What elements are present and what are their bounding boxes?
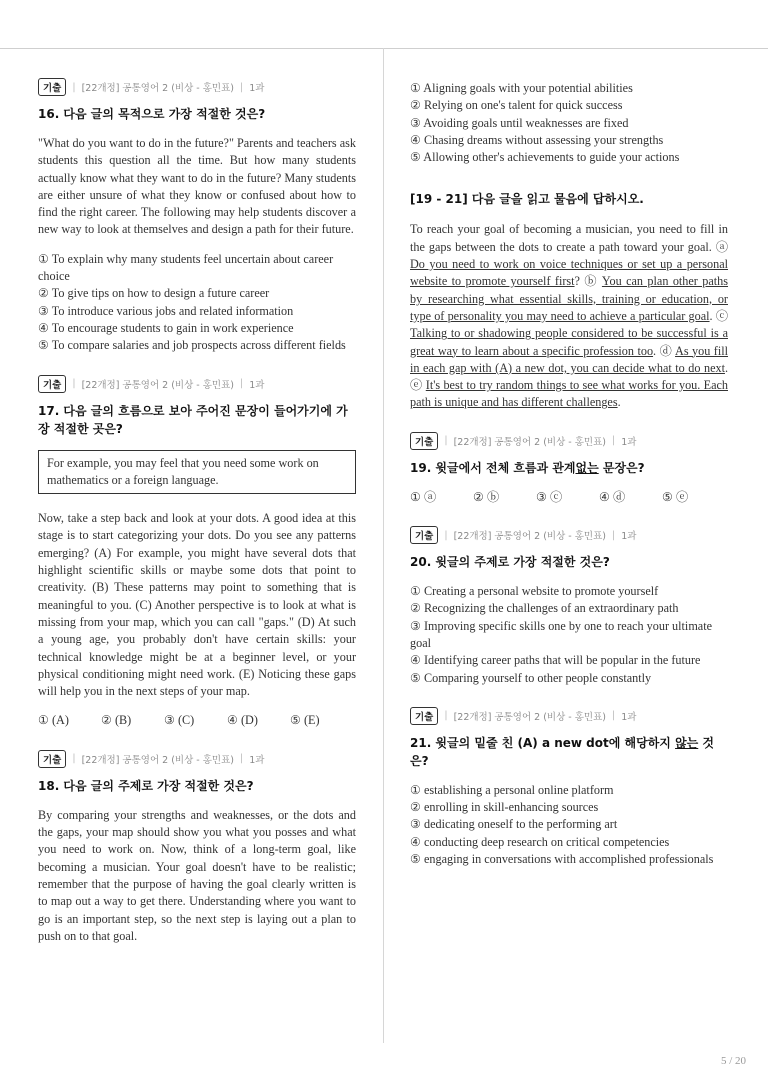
section-passage: To reach your goal of becoming a musician, you need to fill in the gaps between the dots to create a path toward your goal. ⓐ Do you need to work on voice techniques or set up a personal website to promote yourself first? ⓑ You can plan other paths by researching what essential skills, training or education, or type of personality you may need to achieve a particular goal. ⓒ Talking to or shadowing people considered to be successful is a great way to learn about a specific profession too. ⓓ As you fill in each gap with (A) a new dot, you can decide what to do next. ⓔ It's best to try random things to see what works for you. Each path is unique and has different challenges. xyxy=(410,222,729,410)
choice[interactable]: ① ⓐ xyxy=(410,489,437,504)
tag-badge: 기출 xyxy=(410,432,438,450)
tag-source: [22개정] 공통영어 2 (비상 - 홍민표) xyxy=(453,531,606,543)
choice[interactable]: ③ dedicating oneself to the performing art xyxy=(410,817,618,832)
choice[interactable]: ⑤ engaging in conversations with accomplished professionals xyxy=(410,852,714,867)
section-title: [19 - 21] 다음 글을 읽고 물음에 답하시오. xyxy=(410,192,644,207)
tag-lesson: 1과 xyxy=(621,531,637,543)
tag-badge: 기출 xyxy=(410,526,438,544)
question-20-choices xyxy=(410,583,728,687)
question-18-choices xyxy=(410,80,728,166)
choice[interactable]: ① Creating a personal website to promote yourself xyxy=(410,584,659,599)
tag-lesson: 1과 xyxy=(621,711,637,723)
choice[interactable]: ④ conducting deep research on critical competencies xyxy=(410,834,670,849)
question-tag-17: 기출 | [22개정] 공통영어 2 (비상 - 홍민표) | 1과 xyxy=(38,375,356,393)
choice[interactable]: ④ Chasing dreams without assessing your strengths xyxy=(410,132,664,147)
page-number: 5 / 20 xyxy=(720,1055,746,1067)
question-19-title: 19. 윗글에서 전체 흐름과 관계없는 문장은? xyxy=(410,460,645,475)
tag-source: [22개정] 공통영어 2 (비상 - 홍민표) xyxy=(453,436,606,448)
choice[interactable]: ① (A) xyxy=(38,713,69,728)
question-tag-19: 기출 | [22개정] 공통영어 2 (비상 - 홍민표) | 1과 xyxy=(410,432,728,450)
tag-lesson: 1과 xyxy=(249,379,265,391)
choice[interactable]: ⑤ Allowing other's achievements to guide your actions xyxy=(410,150,680,165)
choice[interactable]: ② (B) xyxy=(101,713,132,728)
tag-source: [22개정] 공통영어 2 (비상 - 홍민표) xyxy=(81,379,234,391)
question-16-title: 16. 다음 글의 목적으로 가장 적절한 것은? xyxy=(38,107,266,121)
question-20-title: 20. 윗글의 주제로 가장 적절한 것은? xyxy=(410,555,610,570)
tag-badge: 기출 xyxy=(38,78,66,96)
choice[interactable]: ③ ⓒ xyxy=(536,489,563,504)
question-tag-21: 기출 | [22개정] 공통영어 2 (비상 - 홍민표) | 1과 xyxy=(410,707,728,725)
choice[interactable]: ③ Avoiding goals until weaknesses are fixed xyxy=(410,115,629,130)
question-tag-16: 기출 | [22개정] 공통영어 2 (비상 - 홍민표) | 1과 xyxy=(38,78,356,96)
choice[interactable]: ① establishing a personal online platform xyxy=(410,782,614,797)
question-16-choices xyxy=(38,251,356,355)
choice[interactable]: ① To explain why many students feel uncertain about career choice xyxy=(38,251,334,284)
tag-lesson: 1과 xyxy=(621,436,637,448)
choice[interactable]: ④ (D) xyxy=(227,713,258,728)
question-18-title: 18. 다음 글의 주제로 가장 적절한 것은? xyxy=(38,778,254,793)
right-column xyxy=(410,80,728,888)
choice[interactable]: ③ To introduce various jobs and related information xyxy=(38,303,294,318)
choice[interactable]: ③ (C) xyxy=(164,713,195,728)
tag-badge: 기출 xyxy=(410,707,438,725)
question-17-passage: Now, take a step back and look at your dots. A good idea at this stage is to start categorizing your dots. Do you see any patterns emerging? (A) For example, you might have several dots that highlight scientific skills or maybe some dots that point to creativity. (B) These patterns may point to something that is meaningful to you. (C) Another perspective is to look at what is missing from your map, which you can call "gaps." (D) At such a young age, you probably don't have certain skills: your technical knowledge might be at a beginner level, or your physical conditioning might need work. (E) Noticing these gaps will help you in the next steps of your map. xyxy=(38,511,356,699)
choice[interactable]: ② enrolling in skill-enhancing sources xyxy=(410,800,599,815)
question-tag-20: 기출 | [22개정] 공통영어 2 (비상 - 홍민표) | 1과 xyxy=(410,526,728,544)
column-divider xyxy=(383,48,384,1043)
sentence-a: Do you need to work on voice techniques or set up a personal website to promote yourself first xyxy=(410,257,728,289)
choice[interactable]: ② Relying on one's talent for quick success xyxy=(410,98,623,113)
choice[interactable]: ④ Identifying career paths that will be popular in the future xyxy=(410,653,701,668)
tag-source: [22개정] 공통영어 2 (비상 - 홍민표) xyxy=(81,754,234,766)
tag-badge: 기출 xyxy=(38,375,66,393)
choice[interactable]: ④ ⓓ xyxy=(599,489,626,504)
sentence-c: Talking to or shadowing people considered to be successful is a great way to learn about a specific profession too xyxy=(410,326,728,358)
left-column xyxy=(38,78,356,957)
choice[interactable]: ① Aligning goals with your potential abilities xyxy=(410,81,633,95)
choice[interactable]: ④ To encourage students to gain in work experience xyxy=(38,320,294,335)
tag-source: [22개정] 공통영어 2 (비상 - 홍민표) xyxy=(453,711,606,723)
choice[interactable]: ⑤ (E) xyxy=(290,713,320,728)
question-16-passage: "What do you want to do in the future?" Parents and teachers ask students this question all the time. But how many students actually know what they want to do in the future? Many students are either unsure of what they know or confused about how to find the right career. The following may help students discover a new way to look at themselves and design a path for their future. xyxy=(38,136,356,237)
sentence-d: As you fill in each gap with (A) a new dot, you can decide what to do next xyxy=(410,343,729,375)
tag-lesson: 1과 xyxy=(249,83,265,94)
question-17-title: 17. 다음 글의 흐름으로 보아 주어진 문장이 들어가기에 가장 적절한 곳은? xyxy=(38,403,348,436)
question-17-choices xyxy=(38,712,356,729)
tag-source: [22개정] 공통영어 2 (비상 - 홍민표) xyxy=(81,83,234,94)
question-21-choices xyxy=(410,782,728,868)
sentence-b: You can plan other paths by researching what essential skills, training or education, or type of personality you may need to achieve a particular goal xyxy=(410,274,729,323)
tag-badge: 기출 xyxy=(38,750,66,768)
choice[interactable]: ③ Improving specific skills one by one to reach your ultimate goal xyxy=(410,618,712,650)
choice[interactable]: ⑤ Comparing yourself to other people constantly xyxy=(410,670,652,685)
choice[interactable]: ② Recognizing the challenges of an extraordinary path xyxy=(410,601,679,616)
question-21-title: 21. 윗글의 밑줄 친 (A) a new dot에 해당하지 않는 것은? xyxy=(410,735,715,768)
choice[interactable]: ② To give tips on how to design a future career xyxy=(38,286,270,301)
sentence-e: It's best to try random things to see what works for you. Each path is unique and has different challenges xyxy=(410,378,728,410)
given-sentence-box: For example, you may feel that you need some work on mathematics or a foreign language. xyxy=(38,450,356,495)
choice[interactable]: ⑤ ⓔ xyxy=(662,489,689,504)
question-18-passage: By comparing your strengths and weaknesses, or the dots and the gaps, your map should show you what you posses and what you need to work on. Now, think of a long-term goal, like becoming a musician. Your goal doesn't have to be realistic; remember that the purpose of having the goal clearly written is to map out a way to get there. Understanding where you want to go is an important step, so the next step is laying out a plan to push on to that goal. xyxy=(38,807,356,943)
tag-lesson: 1과 xyxy=(249,754,265,766)
header-rule xyxy=(0,48,768,49)
choice[interactable]: ⑤ To compare salaries and job prospects across different fields xyxy=(38,338,346,353)
question-tag-18: 기출 | [22개정] 공통영어 2 (비상 - 홍민표) | 1과 xyxy=(38,750,356,768)
choice[interactable]: ② ⓑ xyxy=(473,489,500,504)
question-19-choices xyxy=(410,489,728,506)
